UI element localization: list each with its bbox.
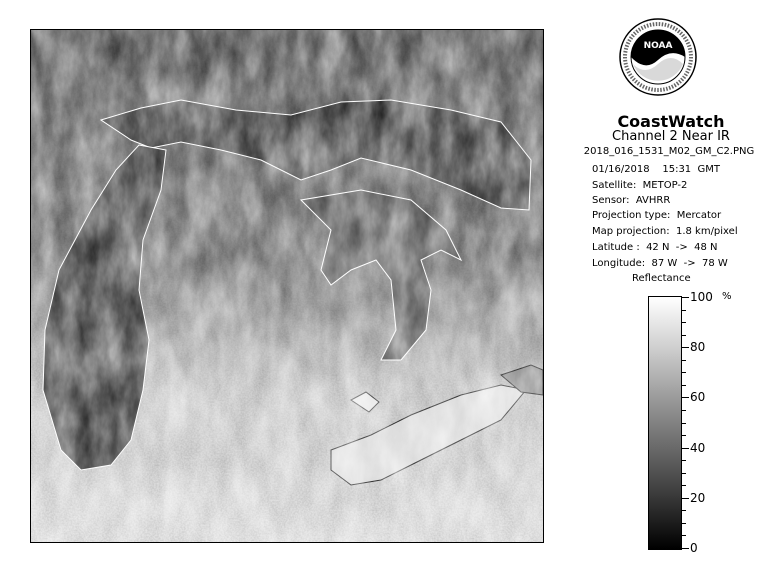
satellite-map-image: [31, 30, 543, 542]
satellite-map[interactable]: [30, 29, 544, 543]
colorbar-tick: [681, 460, 686, 461]
colorbar-tick: [681, 523, 686, 524]
colorbar-tick-label: 100: [690, 290, 713, 304]
colorbar-tick: [681, 435, 686, 436]
colorbar-tick: [681, 535, 686, 536]
datetime-label: 01/16/2018 15:31 GMT: [592, 164, 721, 175]
colorbar-tick-label: 20: [690, 491, 706, 505]
latitude-label: Latitude : 42 N -> 48 N: [592, 242, 718, 253]
noaa-logo-text: NOAA: [643, 41, 673, 51]
noaa-logo: [619, 18, 697, 96]
colorbar-tick: [681, 372, 686, 373]
colorbar-tick: [681, 498, 689, 499]
filename-label: 2018_016_1531_M02_GM_C2.PNG: [583, 146, 755, 157]
colorbar-tick-label: 80: [690, 340, 706, 354]
product-title: CoastWatch: [617, 112, 725, 131]
noaa-logo-icon: [619, 18, 697, 96]
colorbar-tick: [681, 548, 689, 549]
colorbar-tick: [681, 297, 689, 298]
colorbar-tick: [681, 322, 686, 323]
satellite-label: Satellite: METOP-2: [592, 180, 688, 191]
colorbar-tick-label: 0: [690, 541, 698, 555]
colorbar-tick: [681, 473, 686, 474]
colorbar-tick: [681, 310, 686, 311]
colorbar-tick: [681, 335, 686, 336]
colorbar-tick: [681, 423, 686, 424]
colorbar: [648, 296, 682, 550]
colorbar-tick: [681, 360, 686, 361]
colorbar-tick: [681, 347, 689, 348]
sensor-label: Sensor: AVHRR: [592, 195, 671, 206]
map-projection-label: Map projection: 1.8 km/pixel: [592, 226, 738, 237]
projection-type-label: Projection type: Mercator: [592, 210, 722, 221]
colorbar-tick: [681, 510, 686, 511]
channel-title: Channel 2 Near IR: [612, 129, 730, 144]
longitude-label: Longitude: 87 W -> 78 W: [592, 258, 728, 269]
colorbar-unit: %: [722, 291, 732, 302]
colorbar-tick-label: 40: [690, 441, 706, 455]
colorbar-tick: [681, 485, 686, 486]
colorbar-tick-label: 60: [690, 390, 706, 404]
colorbar-tick: [681, 448, 689, 449]
colorbar-tick: [681, 397, 689, 398]
colorbar-label: Reflectance: [632, 273, 691, 284]
colorbar-tick: [681, 410, 686, 411]
colorbar-tick: [681, 385, 686, 386]
